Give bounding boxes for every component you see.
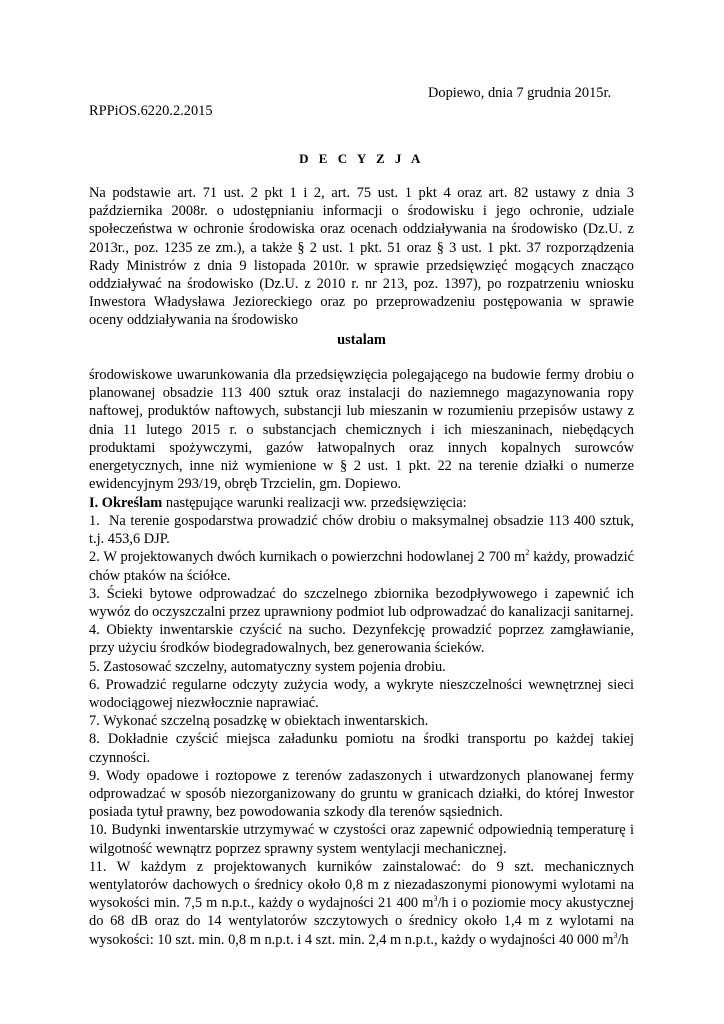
item-text-cont: /h i o poziomie mocy akustycznej do 68 dB oraz do 14 wentylatorów szczytowych o średnicy około 1,4 m z wylotami na wysokości: 10 szt. min. 0,8 m n.p.t. i 4 szt. min. 2,4 m n.p.t., każdy o wydajności 40 000 m: [89, 895, 635, 948]
item-number: 1.: [89, 513, 100, 529]
item-number: 4.: [89, 622, 100, 639]
item-number: 5.: [89, 658, 100, 675]
item-text: W każdym z projektowanych kurników zainstalować: do 9 szt. mechanicznych wentylatorów dachowych o średnicy około 0,8 m z niezadaszonymi pionowymi wylotami na wysokości min. 7,5 m n.p.t., każdy o wydajności 21 400 m: [89, 858, 634, 912]
list-item: [89, 621, 634, 657]
conditions-list: [89, 512, 634, 949]
item-number: 9.: [89, 767, 100, 784]
item-number: 3.: [89, 585, 100, 602]
item-text: W projektowanych dwóch kurnikach o powierzchni hodowlanej 2 700 m: [103, 549, 526, 566]
case-signature: RPPiOS.6220.2.2015: [89, 103, 213, 119]
list-item: [89, 821, 634, 857]
item-number: 8.: [89, 731, 100, 748]
item-number: 6.: [89, 676, 100, 693]
list-item: [89, 658, 634, 676]
item-number: 10.: [89, 822, 107, 839]
item-number: 7.: [89, 713, 100, 730]
list-item: [89, 712, 634, 730]
list-item: [89, 585, 634, 621]
item-text: Na terenie gospodarstwa prowadzić chów drobiu o maksymalnej obsadzie 113 400 sztuk, t.j. 453,6 DJP.: [89, 513, 634, 548]
list-item: [89, 676, 634, 712]
item-text: Prowadzić regularne odczyty zużycia wody, a wykryte nieszczelności wewnętrznej sieci wodociągowej niezwłocznie naprawiać.: [89, 676, 634, 712]
superscript: 3: [613, 930, 618, 940]
list-item: [89, 858, 634, 949]
item-text: Budynki inwentarskie utrzymywać w czystości oraz zapewnić odpowiednią temperaturę i wilgotność wewnątrz poprzez sprawny system wentylacji mechanicznej.: [89, 822, 634, 857]
superscript: 2: [525, 548, 530, 558]
ustalam-heading: ustalam: [337, 332, 386, 348]
section-1-rest: następujące warunki realizacji ww. przedsięwzięcia:: [162, 495, 467, 511]
list-item: [89, 512, 634, 548]
section-1-heading: [89, 494, 634, 512]
item-text-cont: każdy, prowadzić chów ptaków na ściółce.: [89, 549, 634, 584]
legal-basis-paragraph: Na podstawie art. 71 ust. 2 pkt 1 i 2, art. 75 ust. 1 pkt 4 oraz art. 82 ustawy z dnia 3 października 2008r. o udostępnianiu informacji o środowisku i jego ochronie, udziale społeczeństwa w ochronie środowiska oraz ocenach oddziaływania na środowisko (Dz.U. z 2013r., poz. 1235 ze zm.), a także § 2 ust. 1 pkt. 51 oraz § 3 ust. 1 pkt. 37 rozporządzenia Rady Ministrów z dnia 9 listopada 2010r. w sprawie przedsięwzięć mogących znacząco oddziaływać na środowisko (Dz.U. z 2010 r. nr 213, poz. 1397), po rozpatrzeniu wniosku Inwestora Władysława Jezioreckiego oraz po przeprowadzeniu postępowania w sprawie oceny oddziaływania na środowisko: [89, 185, 634, 329]
document-title: D E C Y Z J A: [299, 151, 424, 166]
item-text: Ścieki bytowe odprowadzać do szczelnego zbiornika bezodpływowego i zapewnić ich wywóz do oczyszczalni przez uprawniony podmiot lub odprowadzać do kanalizacji sanitarnej.: [89, 585, 634, 621]
date-line: Dopiewo, dnia 7 grudnia 2015r.: [428, 85, 612, 101]
item-text: Zastosować szczelny, automatyczny system pojenia drobiu.: [103, 658, 446, 675]
superscript: 3: [433, 894, 438, 904]
item-number: 2.: [89, 549, 100, 566]
list-item: [89, 730, 634, 766]
scope-paragraph: środowiskowe uwarunkowania dla przedsięwzięcia polegającego na budowie fermy drobiu o planowanej obsadzie 113 400 sztuk oraz instalacji do naziemnego magazynowania ropy naftowej, produktów naftowych, substancji lub mieszanin w rozumieniu przepisów ustawy z dnia 11 lutego 2015 r. o substancjach chemicznych i ich mieszaninach, niebędących produktami spożywczymi, gazów łatwopalnych oraz innych kopalnych surowców energetycznych, inne niż wymienione w § 2 ust. 1 pkt. 22 na terenie działki o numerze ewidencyjnym 293/19, obręb Trzcielin, gm. Dopiewo.: [89, 367, 634, 493]
item-text: Wody opadowe i roztopowe z terenów zadaszonych i utwardzonych planowanej fermy odprowadzać w sposób niezorganizowany do gruntu w granicach działki, do której Inwestor posiada tytuł prawny, bez powodowania szkody dla terenów sąsiednich.: [89, 767, 634, 821]
list-item: [89, 548, 634, 584]
item-text: Dokładnie czyścić miejsca załadunku pomiotu na środki transportu po każdej takiej czynności.: [89, 731, 634, 766]
item-text: Obiekty inwentarskie czyścić na sucho. Dezynfekcję prowadzić poprzez zamgławianie, przy użyciu środków biodegradowalnych, bez generowania ścieków.: [89, 622, 634, 657]
item-number: 11.: [89, 858, 107, 875]
section-1-label: I. Określam: [89, 495, 163, 511]
item-text-end: /h: [617, 931, 629, 948]
list-item: [89, 767, 634, 822]
item-text: Wykonać szczelną posadzkę w obiektach inwentarskich.: [103, 713, 429, 730]
